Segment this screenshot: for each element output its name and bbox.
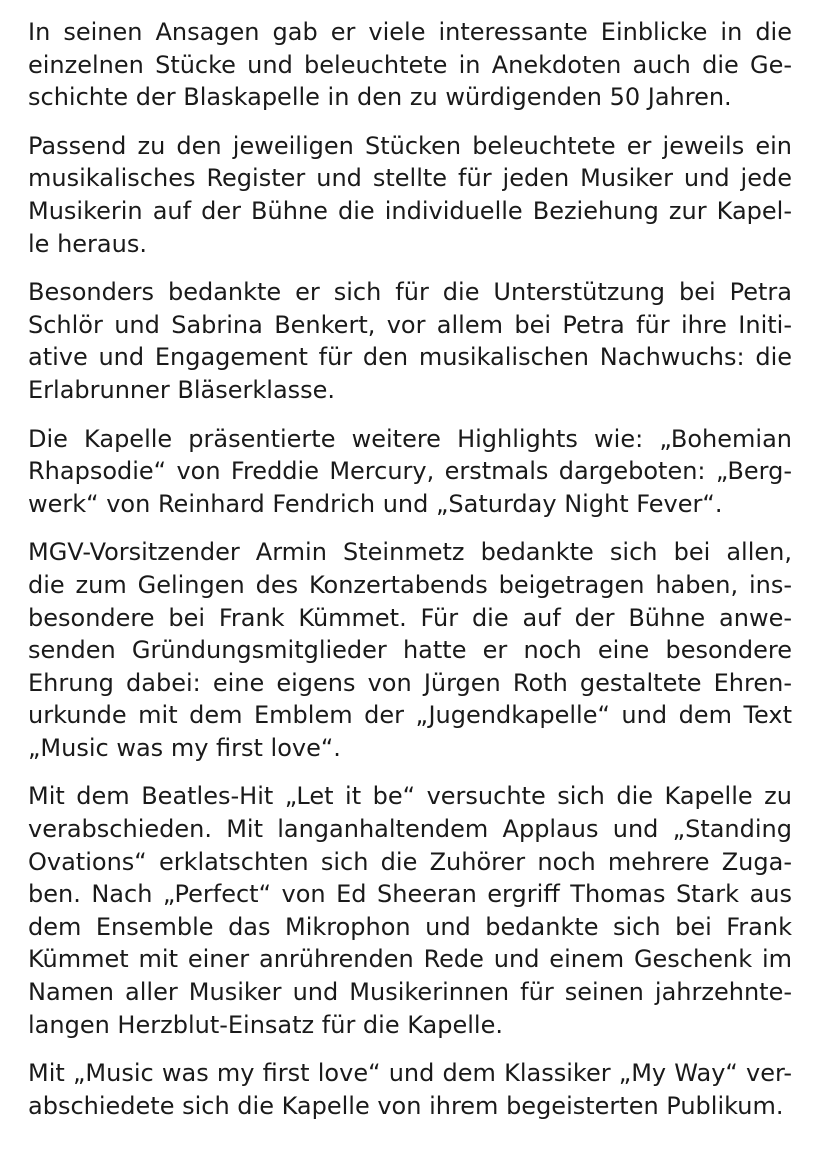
text-line: Ehrung dabei: eine eigens von Jürgen Roth gestaltete Ehren- <box>28 668 792 697</box>
text-line: Mit dem Beatles-Hit „Let it be“ versuchte sich die Kapelle zu <box>28 782 792 811</box>
text-line: musikalisches Register und stellte für jeden Musiker und jede <box>28 164 792 193</box>
text-line: Passend zu den jeweiligen Stücken beleuchtete er jeweils ein <box>28 131 792 160</box>
text-line: Ovations“ erklatschten sich die Zuhörer noch mehrere Zuga- <box>28 847 792 876</box>
text-line: die zum Gelingen des Konzertabends beigetragen haben, ins- <box>28 570 792 599</box>
text-line: Die Kapelle präsentierte weitere Highlights wie: „Bohemian <box>28 424 792 453</box>
text-line: schichte der Blaskapelle in den zu würdigenden 50 Jahren. <box>28 83 732 112</box>
text-line: verabschieden. Mit langanhaltendem Applaus und „Standing <box>28 815 792 844</box>
paragraph-ansagen <box>28 16 792 114</box>
paragraph-abschied <box>28 1057 792 1122</box>
text-line: Namen aller Musiker und Musikerinnen für seinen jahrzehnte- <box>28 978 792 1007</box>
text-line: dem Ensemble das Mikrophon und bedankte sich bei Frank <box>28 912 792 941</box>
text-line: besondere bei Frank Kümmet. Für die auf der Bühne anwe- <box>28 603 792 632</box>
text-line: werk“ von Reinhard Fendrich und „Saturday Night Fever“. <box>28 489 723 518</box>
paragraph-highlights <box>28 423 792 521</box>
text-line: Musikerin auf der Bühne die individuelle Beziehung zur Kapel- <box>28 196 792 225</box>
text-line: „Music was my first love“. <box>28 733 341 762</box>
paragraph-register <box>28 130 792 260</box>
text-line: MGV-Vorsitzender Armin Steinmetz bedankte sich bei allen, <box>28 538 792 567</box>
text-line: In seinen Ansagen gab er viele interessante Einblicke in die <box>28 18 792 46</box>
article-body <box>28 16 792 1138</box>
text-line: einzelnen Stücke und beleuchtete in Anekdoten auch die Ge- <box>28 50 792 79</box>
text-line: ben. Nach „Perfect“ von Ed Sheeran ergriff Thomas Stark aus <box>28 880 792 909</box>
text-line: langen Herzblut-Einsatz für die Kapelle. <box>28 1010 503 1039</box>
text-line: Besonders bedankte er sich für die Unterstützung bei Petra <box>28 278 792 307</box>
text-line: Mit „Music was my first love“ und dem Klassiker „My Way“ ver- <box>28 1059 792 1088</box>
paragraph-beatles <box>28 780 792 1041</box>
text-line: Erlabrunner Bläserklasse. <box>28 375 336 404</box>
text-line: Schlör und Sabrina Benkert, vor allem bei Petra für ihre Initi- <box>28 310 792 339</box>
text-line: urkunde mit dem Emblem der „Jugendkapelle“ und dem Text <box>28 701 792 730</box>
text-line: le heraus. <box>28 229 147 258</box>
text-line: Rhapsodie“ von Freddie Mercury, erstmals dargeboten: „Berg- <box>28 457 792 486</box>
text-line: senden Gründungsmitglieder hatte er noch eine besondere <box>28 636 792 665</box>
text-line: abschiedete sich die Kapelle von ihrem begeisterten Publikum. <box>28 1091 784 1120</box>
text-line: Kümmet mit einer anrührenden Rede und einem Geschenk im <box>28 945 792 974</box>
paragraph-mgv <box>28 536 792 764</box>
text-line: ative und Engagement für den musikalischen Nachwuchs: die <box>28 343 792 372</box>
paragraph-dank <box>28 276 792 406</box>
